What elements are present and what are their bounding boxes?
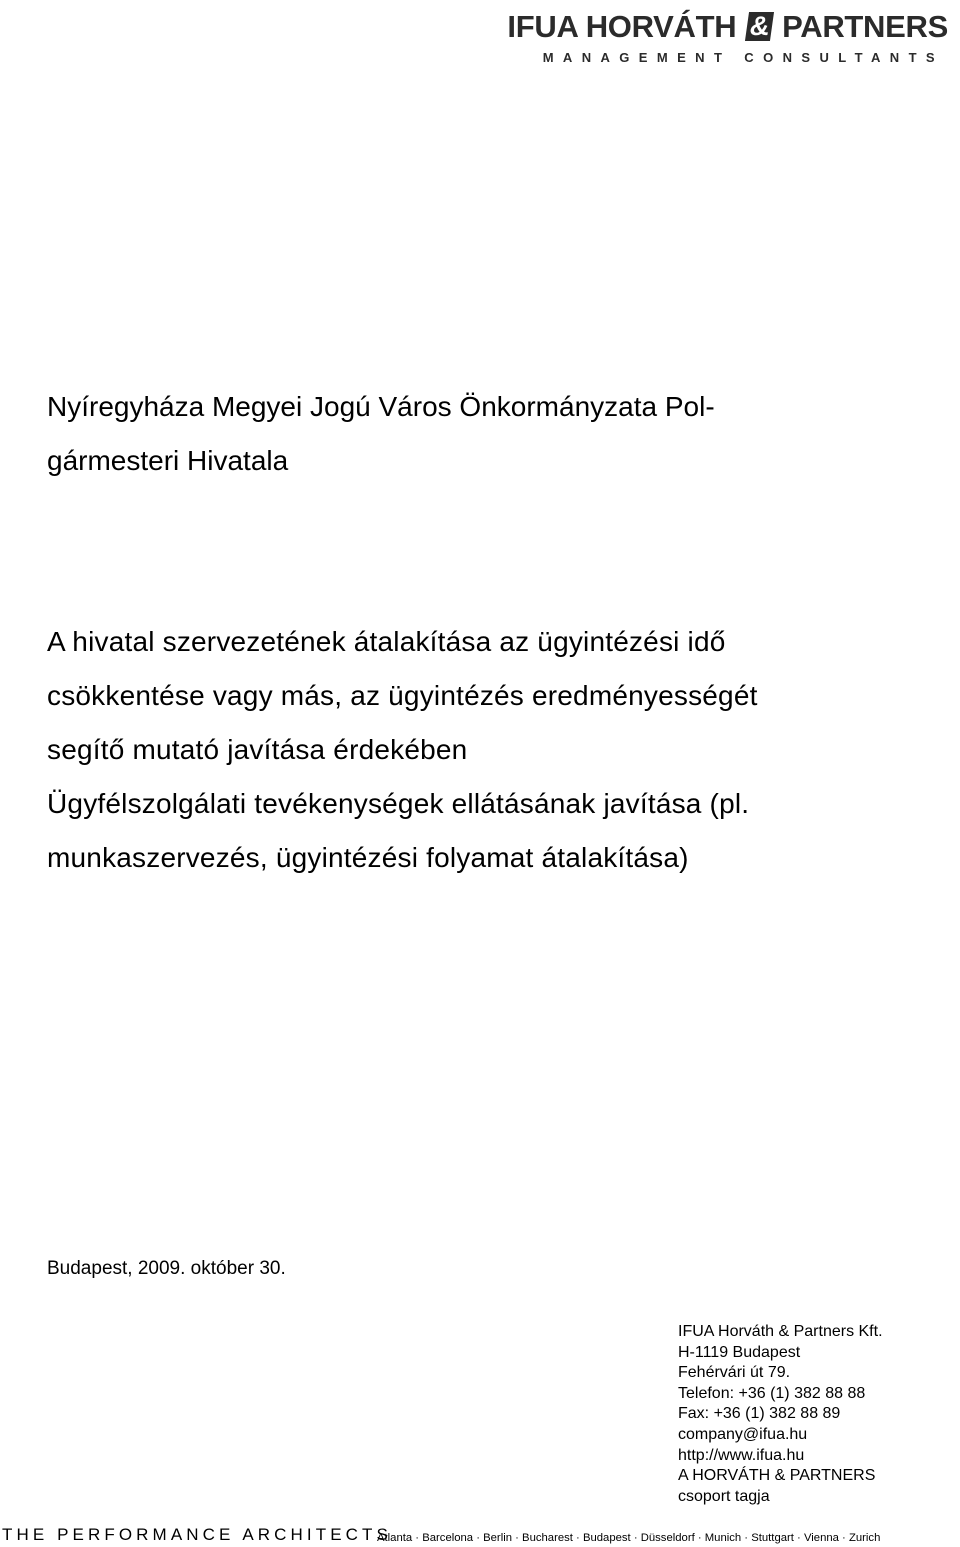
document-subject xyxy=(47,615,927,885)
footer-cities: Atlanta · Barcelona · Berlin · Bucharest · Budapest · Düsseldorf · Munich · Stuttgart · Vienna · Zurich xyxy=(377,1532,881,1544)
company-logo xyxy=(507,8,952,68)
address-group: A HORVÁTH & PARTNERS xyxy=(678,1467,876,1485)
address-group-member: csoport tagja xyxy=(678,1487,770,1505)
logo-subtitle: MANAGEMENT CONSULTANTS xyxy=(542,50,944,65)
address-city: H-1119 Budapest xyxy=(678,1343,801,1361)
address-email: company@ifua.hu xyxy=(678,1425,808,1443)
logo-name-right: PARTNERS xyxy=(782,9,948,44)
organization-title-line: gármesteri Hivatala xyxy=(47,445,289,476)
address-phone: Telefon: +36 (1) 382 88 88 xyxy=(678,1384,866,1402)
organization-title-line: Nyíregyháza Megyei Jogú Város Önkormányzata Pol- xyxy=(47,391,715,422)
address-website: http://www.ifua.hu xyxy=(678,1446,805,1464)
company-address-block xyxy=(678,1322,883,1507)
address-street: Fehérvári út 79. xyxy=(678,1364,791,1382)
subject-line: csökkentése vagy más, az ügyintézés eredményességét xyxy=(47,680,758,711)
document-date: Budapest, 2009. október 30. xyxy=(47,1258,286,1279)
subject-line: A hivatal szervezetének átalakítása az ügyintézési idő xyxy=(47,626,726,657)
address-company-name: IFUA Horváth & Partners Kft. xyxy=(678,1323,883,1340)
footer-tagline: THE PERFORMANCE ARCHITECTS xyxy=(2,1525,392,1544)
subject-line: Ügyfélszolgálati tevékenységek ellátásának javítása (pl. xyxy=(47,788,750,819)
organization-title xyxy=(47,380,907,488)
logo-ampersand: & xyxy=(745,12,774,41)
subject-line: munkaszervezés, ügyintézési folyamat átalakítása) xyxy=(47,842,689,873)
logo-name-left: IFUA HORVÁTH xyxy=(507,9,737,44)
subject-line: segítő mutató javítása érdekében xyxy=(47,734,468,765)
logo-wordmark xyxy=(507,10,948,44)
address-fax: Fax: +36 (1) 382 88 89 xyxy=(678,1405,841,1423)
